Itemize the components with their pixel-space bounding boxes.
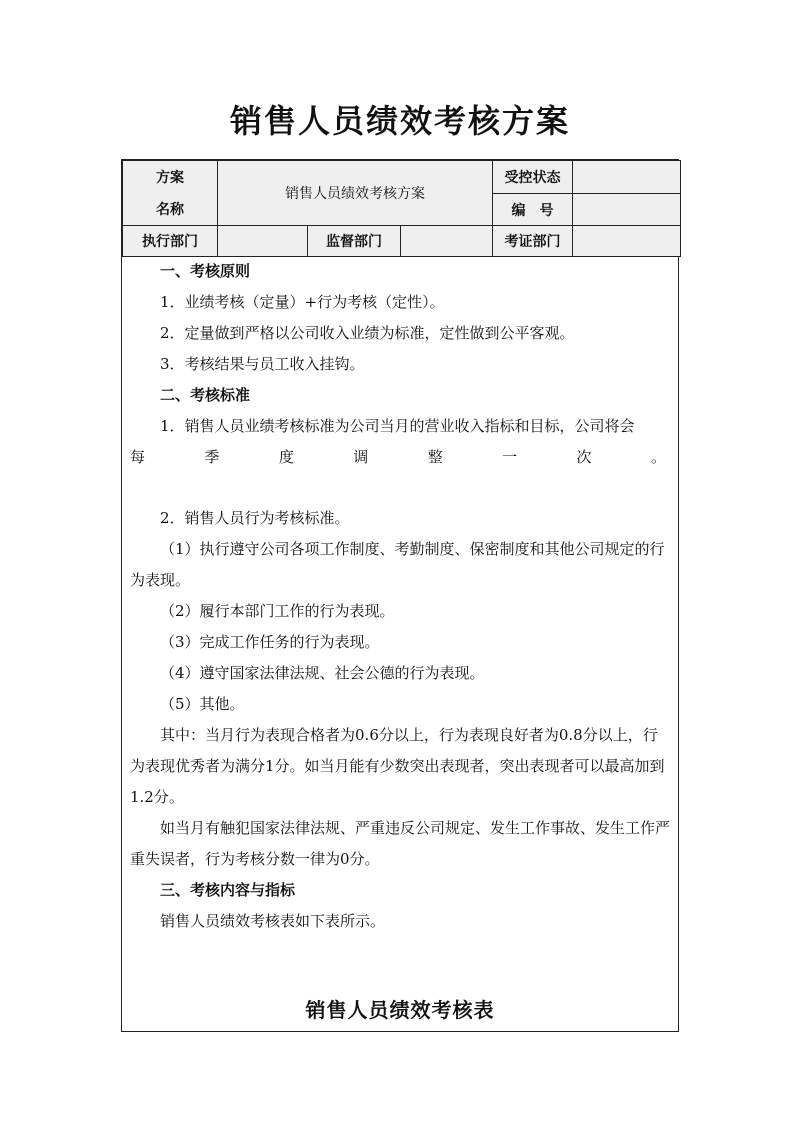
scoring-note: 其中：当月行为表现合格者为0.6分以上，行为表现良好者为0.8分以上，行为表现优秀者为满分1分。如当月能有少数突出表现者，突出表现者可以最高加到1.2分。 <box>130 726 665 806</box>
table-intro: 销售人员绩效考核表如下表所示。 <box>160 912 386 930</box>
behavior-item-4: （4）遵守国家法律法规、社会公德的行为表现。 <box>160 664 485 682</box>
blank-line <box>130 473 670 503</box>
section-3-heading: 三、考核内容与指标 <box>160 881 296 899</box>
principle-1: 1．业绩考核（定量）+行为考核（定性）。 <box>160 293 445 311</box>
behavior-item-1: （1）执行遵守公司各项工作制度、考勤制度、保密制度和其他公司规定的行为表现。 <box>130 540 665 589</box>
scheme-name-cell: 销售人员绩效考核方案 <box>218 161 493 226</box>
exec-dept-label: 执行部门 <box>123 226 218 257</box>
scheme-label-1: 方案 <box>156 170 184 186</box>
table-title: 销售人员绩效考核表 <box>305 998 495 1022</box>
exec-dept-value <box>218 226 308 257</box>
spread-char: 整 <box>427 448 443 466</box>
blank-space <box>130 937 670 993</box>
spread-char: 度 <box>278 448 294 466</box>
verify-dept-value <box>573 226 681 257</box>
spread-char: 季 <box>204 448 220 466</box>
verify-dept-label: 考证部门 <box>493 226 573 257</box>
violation-note: 如当月有触犯国家法律法规、严重违反公司规定、发生工作事故、发生工作严重失误者，行为考核分数一律为0分。 <box>130 819 671 868</box>
supervise-dept-value <box>401 226 493 257</box>
principle-3: 3．考核结果与员工收入挂钩。 <box>160 355 365 373</box>
document-title: 销售人员绩效考核方案 <box>229 102 570 140</box>
spread-char: 。 <box>650 448 666 466</box>
standard-1: 1．销售人员业绩考核标准为公司当月的营业收入指标和目标，公司将会 <box>160 417 635 435</box>
scheme-label-2: 名称 <box>156 202 184 218</box>
supervise-dept-label: 监督部门 <box>308 226 401 257</box>
spread-char: 次 <box>576 448 592 466</box>
control-status-label: 受控状态 <box>493 161 573 194</box>
section-2-heading: 二、考核标准 <box>160 386 251 404</box>
principle-2: 2．定量做到严格以公司收入业绩为标准，定性做到公平客观。 <box>160 324 575 342</box>
document-frame <box>121 159 679 1032</box>
number-label: 编 号 <box>493 194 573 226</box>
spread-char: 每 <box>130 448 146 466</box>
behavior-item-5: （5）其他。 <box>160 695 245 713</box>
document-body <box>122 256 678 1027</box>
spread-char: 调 <box>353 448 369 466</box>
scheme-label-cell <box>123 161 218 226</box>
behavior-item-2: （2）履行本部门工作的行为表现。 <box>160 602 395 620</box>
number-value <box>573 194 681 226</box>
standard-2: 2．销售人员行为考核标准。 <box>160 509 350 527</box>
header-table <box>122 160 681 257</box>
standard-1-continuation <box>130 442 670 473</box>
behavior-item-3: （3）完成工作任务的行为表现。 <box>160 633 380 651</box>
section-1-heading: 一、考核原则 <box>160 262 251 280</box>
spread-char: 一 <box>502 448 518 466</box>
control-status-value <box>573 161 681 194</box>
